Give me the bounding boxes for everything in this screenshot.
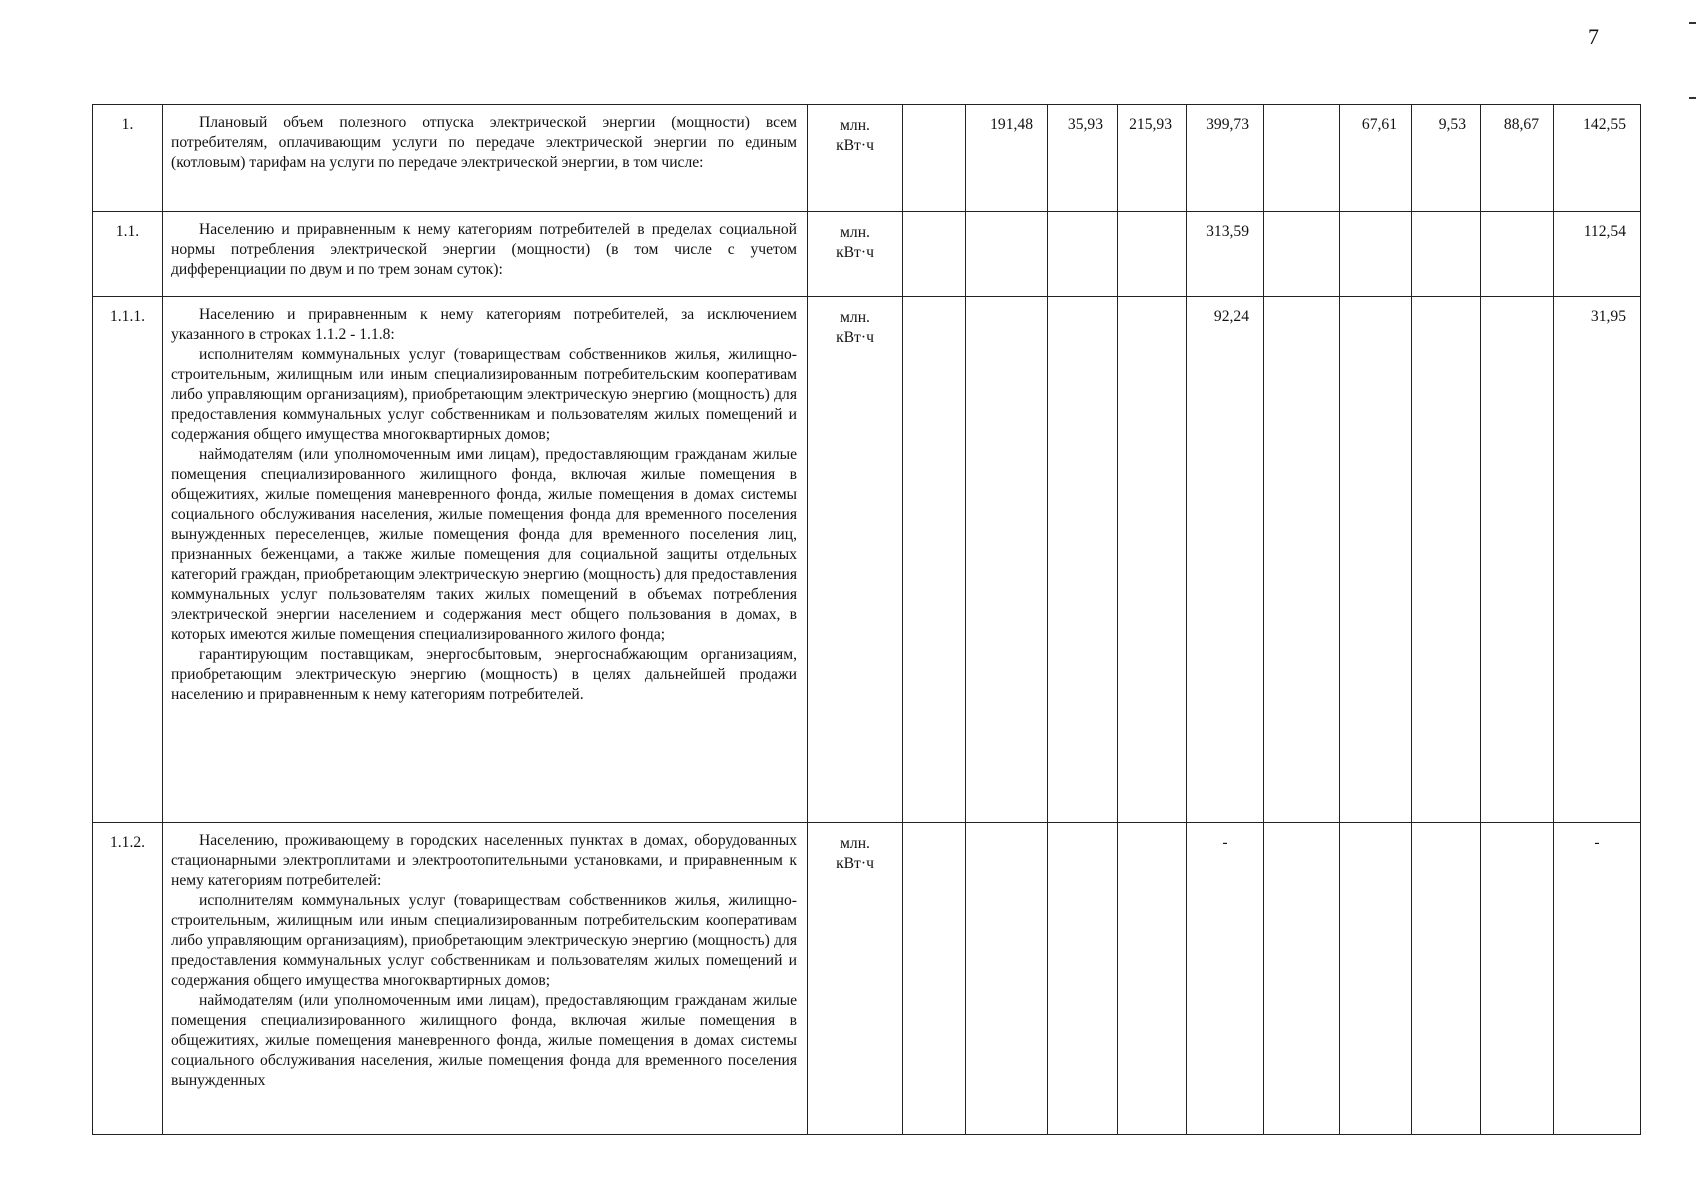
unit-cell bbox=[808, 297, 903, 823]
row-description bbox=[163, 823, 808, 1135]
description-paragraph: наймодателям (или уполномоченным ими лицам), предоставляющим гражданам жилые помещения специализированного жилищного фонда, включая жилые помещения в общежитиях, жилые помещения маневренного фонда, жилые помещения в домах системы социального обслуживания населения, жилые помещения фонда для временного поселения вынужденных переселенцев, жилые помещения фонда для временного поселения лиц, признанных беженцами, а также жилые помещения для социальной защиты отдельных категорий граждан, приобретающим электрическую энергию (мощность) для предоставления коммунальных услуг пользователям таких жилых помещений в объемах потребления электрической энергии населением и содержания мест общего пользования в домах, в которых имеются жилые помещения специализированного жилого фонда; bbox=[171, 446, 797, 643]
description-paragraph: исполнителям коммунальных услуг (товариществам собственников жилья, жилищно-строительным, жилищным или иным специализированным потребительским кооперативам либо управляющим организациям), приобретающим электрическую энергию (мощность) для предоставления коммунальных услуг собственникам и пользователям жилых помещений и содержания общего имущества многоквартирных домов; bbox=[171, 346, 797, 443]
description-paragraph: наймодателям (или уполномоченным ими лицам), предоставляющим гражданам жилые помещения специализированного жилищного фонда, включая жилые помещения в общежитиях, жилые помещения маневренного фонда, жилые помещения в домах системы социального обслуживания населения, жилые помещения фонда для временного поселения вынужденных bbox=[171, 992, 797, 1089]
value-cell: 67,61 bbox=[1340, 105, 1412, 212]
row-number: 1.1.2. bbox=[93, 823, 163, 1135]
unit-line: кВт·ч bbox=[836, 137, 874, 154]
unit-line: млн. bbox=[840, 117, 870, 134]
value-cell bbox=[903, 297, 966, 823]
value-cell: - bbox=[1554, 823, 1641, 1135]
description-paragraph: Населению, проживающему в городских населенных пунктах в домах, оборудованных стационарными электроплитами и электроотопительными установками, и приравненным к нему категориям потребителей: bbox=[171, 832, 797, 889]
value-cell: 191,48 bbox=[966, 105, 1048, 212]
value-cell: 112,54 bbox=[1554, 212, 1641, 297]
value-cell bbox=[966, 212, 1048, 297]
edge-mark-mid bbox=[1689, 97, 1696, 99]
unit-line: кВт·ч bbox=[836, 244, 874, 261]
unit-line: млн. bbox=[840, 309, 870, 326]
value-cell bbox=[1412, 212, 1481, 297]
description-paragraph: Населению и приравненным к нему категориям потребителей, за исключением указанного в строках 1.1.2 - 1.1.8: bbox=[171, 306, 797, 343]
value-cell: 215,93 bbox=[1118, 105, 1187, 212]
value-cell bbox=[966, 823, 1048, 1135]
description-paragraph: исполнителям коммунальных услуг (товариществам собственников жилья, жилищно-строительным, жилищным или иным специализированным потребительским кооперативам либо управляющим организациям), приобретающим электрическую энергию (мощность) для предоставления коммунальных услуг собственникам и пользователям жилых помещений и содержания общего имущества многоквартирных домов; bbox=[171, 892, 797, 989]
value-cell bbox=[1412, 823, 1481, 1135]
unit-line: млн. bbox=[840, 224, 870, 241]
table-row bbox=[93, 212, 1641, 297]
value-cell bbox=[1118, 212, 1187, 297]
unit-line: млн. bbox=[840, 835, 870, 852]
row-number: 1. bbox=[93, 105, 163, 212]
value-cell bbox=[1264, 297, 1340, 823]
value-cell bbox=[1412, 297, 1481, 823]
value-cell bbox=[903, 105, 966, 212]
value-cell bbox=[1048, 823, 1118, 1135]
unit-cell bbox=[808, 212, 903, 297]
value-cell: - bbox=[1187, 823, 1264, 1135]
value-cell bbox=[1264, 212, 1340, 297]
value-cell bbox=[1118, 823, 1187, 1135]
value-cell: 142,55 bbox=[1554, 105, 1641, 212]
value-cell bbox=[1340, 297, 1412, 823]
value-cell bbox=[1340, 823, 1412, 1135]
value-cell bbox=[1264, 823, 1340, 1135]
value-cell bbox=[1048, 297, 1118, 823]
table-row bbox=[93, 297, 1641, 823]
tariff-volume-table bbox=[92, 104, 1641, 1135]
value-cell bbox=[1118, 297, 1187, 823]
value-cell: 88,67 bbox=[1481, 105, 1554, 212]
table-row bbox=[93, 105, 1641, 212]
value-cell: 313,59 bbox=[1187, 212, 1264, 297]
value-cell bbox=[1340, 212, 1412, 297]
description-paragraph: Плановый объем полезного отпуска электрической энергии (мощности) всем потребителям, оплачивающим услуги по передаче электрической энергии по единым (котловым) тарифам на услуги по передаче электрической энергии, в том числе: bbox=[171, 114, 797, 171]
value-cell bbox=[1481, 297, 1554, 823]
value-cell: 92,24 bbox=[1187, 297, 1264, 823]
unit-cell bbox=[808, 823, 903, 1135]
table-row bbox=[93, 823, 1641, 1135]
unit-line: кВт·ч bbox=[836, 329, 874, 346]
unit-line: кВт·ч bbox=[836, 855, 874, 872]
row-number: 1.1.1. bbox=[93, 297, 163, 823]
description-paragraph: Населению и приравненным к нему категориям потребителей в пределах социальной нормы потребления электрической энергии (мощности) (в том числе с учетом дифференциации по двум и по трем зонам суток): bbox=[171, 221, 797, 278]
value-cell bbox=[903, 823, 966, 1135]
description-paragraph: гарантирующим поставщикам, энергосбытовым, энергоснабжающим организациям, приобретающим электрическую энергию (мощность) в целях дальнейшей продажи населению и приравненным к нему категориям потребителей. bbox=[171, 646, 797, 703]
row-description bbox=[163, 105, 808, 212]
value-cell bbox=[1048, 212, 1118, 297]
row-description bbox=[163, 212, 808, 297]
value-cell bbox=[1481, 823, 1554, 1135]
edge-mark-top bbox=[1689, 22, 1696, 24]
value-cell: 399,73 bbox=[1187, 105, 1264, 212]
value-cell bbox=[1481, 212, 1554, 297]
value-cell: 9,53 bbox=[1412, 105, 1481, 212]
value-cell bbox=[903, 212, 966, 297]
value-cell: 35,93 bbox=[1048, 105, 1118, 212]
page-number: 7 bbox=[1588, 24, 1599, 49]
unit-cell bbox=[808, 105, 903, 212]
value-cell bbox=[966, 297, 1048, 823]
value-cell bbox=[1264, 105, 1340, 212]
row-number: 1.1. bbox=[93, 212, 163, 297]
row-description bbox=[163, 297, 808, 823]
value-cell: 31,95 bbox=[1554, 297, 1641, 823]
